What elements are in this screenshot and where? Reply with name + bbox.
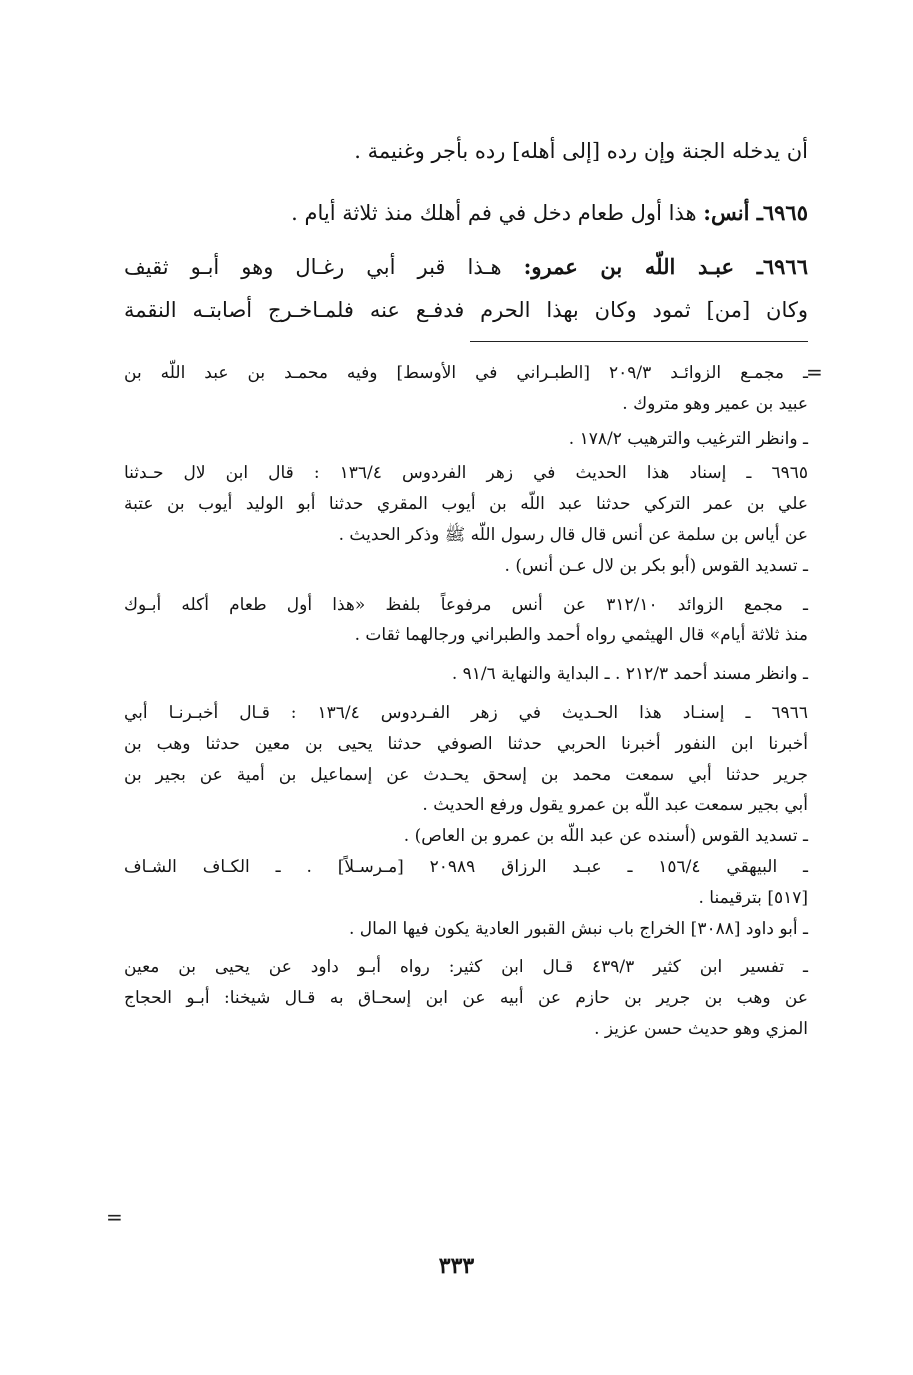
footnote-line: المزي وهو حديث حسن عزيز . <box>594 1018 808 1039</box>
hadith-number: ٦٩٦٦ <box>762 254 808 279</box>
footnote-line: ٦٩٦٦ ـ إسنـاد هذا الحـديث في زهر الفـردوس ١٣٦/٤ : قـال أخبـرنـا أبي <box>124 702 808 723</box>
footnote-line: ـ تسديد القوس (أسنده عن عبد اللّه بن عمرو بن العاص) . <box>403 826 808 847</box>
footnote-line: عن أياس بن سلمة عن أنس قال قال رسول اللّه ﷺ وذكر الحديث . <box>338 524 808 545</box>
footnote-line: ـ وانظر الترغيب والترهيب ١٧٨/٢ . <box>568 428 808 449</box>
hadith-number: ٦٩٦٥ <box>762 200 808 225</box>
narrator-name: ـ أنس: <box>703 200 763 225</box>
footnote-line: ٦٩٦٥ ـ إسناد هذا الحديث في زهر الفردوس ١٣٦/٤ : قال ابن لال حـدثنا <box>124 463 808 484</box>
main-text <box>124 126 808 335</box>
page-number: ٣٣٣ <box>438 1253 475 1279</box>
footnote-line: علي بن عمر التركي حدثنا عبد اللّه بن أيوب المقري حدثنا أبو الوليد أيوب بن عتبة <box>124 494 808 515</box>
footnote-line: عبيد بن عمير وهو متروك . <box>622 393 808 414</box>
footnote-line: عن وهب بن جرير بن حازم عن أبيه عن ابن إسحـاق به قـال شيخنا: أبـو الحجاج <box>124 988 808 1009</box>
hadith-6966-line-2: وكان [من] ثمود وكان بهذا الحرم فدفـع عنه فلمـاخـرج أصابتـه النقمة <box>124 298 808 322</box>
footnote-line: ـ تسديد القوس (أبو بكر بن لال عـن أنس) . <box>504 555 808 576</box>
footnote-line: [٥١٧] بترقيمنا . <box>698 887 808 908</box>
footnote-line: منذ ثلاثة أيام» قال الهيثمي رواه أحمد والطبراني ورجالهما ثقات . <box>354 625 808 646</box>
footnote-line: ـ مجمع الزوائد ٣١٢/١٠ عن أنس مرفوعاً بلفظ «هذا أول طعام أكله أبـوك <box>124 594 808 615</box>
footnote-line: ـ مجمـع الزوائـد ٢٠٩/٣ [الطبـراني في الأوسط] وفيه محمـد بن عبد اللّه بن <box>124 363 808 383</box>
continuation-mark-bottom: = <box>106 1205 123 1229</box>
footnote-line: جرير حدثنا أبي سمعت محمد بن إسحق يحـدث عن إسماعيل بن أمية عن بجير بن <box>124 764 808 785</box>
continuation-mark-top: = <box>806 360 823 384</box>
footnote-line: ـ وانظر مسند أحمد ٢١٢/٣ . ـ البداية والنهاية ٩١/٦ . <box>451 664 808 685</box>
footnote-separator <box>470 341 808 342</box>
hadith-text: هـذا قبر أبي رغـال وهو أبـو ثقيف <box>124 255 524 279</box>
main-line-1: أن يدخله الجنة وإن رده [إلى أهله] رده بأجر وغنيمة . <box>354 139 808 163</box>
footnote-line: أبي بجير سمعت عبد اللّه بن عمرو يقول ورفع الحديث . <box>422 795 808 816</box>
footnotes <box>124 358 808 1045</box>
hadith-text: هذا أول طعام دخل في فم أهلك منذ ثلاثة أيام . <box>291 201 704 225</box>
hadith-6965 <box>124 188 808 238</box>
footnote-line: أخبرنا ابن النفور أخبرنا الحربي حدثنا الصوفي حدثنا يحيى بن معين حدثنا وهب بن <box>124 733 808 754</box>
narrator-name: ـ عبـد اللّه بن عمرو: <box>523 254 763 279</box>
footnote-line: ـ أبو داود [٣٠٨٨] الخراج باب نبش القبور العادية يكون فيها المال . <box>349 918 808 939</box>
footnote-line: ـ البيهقي ١٥٦/٤ ـ عبـد الرزاق ٢٠٩٨٩ [مـرسـلاً] . ـ الكـاف الشـاف <box>124 856 808 877</box>
footnote-line: ـ تفسير ابن كثير ٤٣٩/٣ قـال ابن كثير: رواه أبـو داود عن يحيى بن معين <box>124 957 808 978</box>
